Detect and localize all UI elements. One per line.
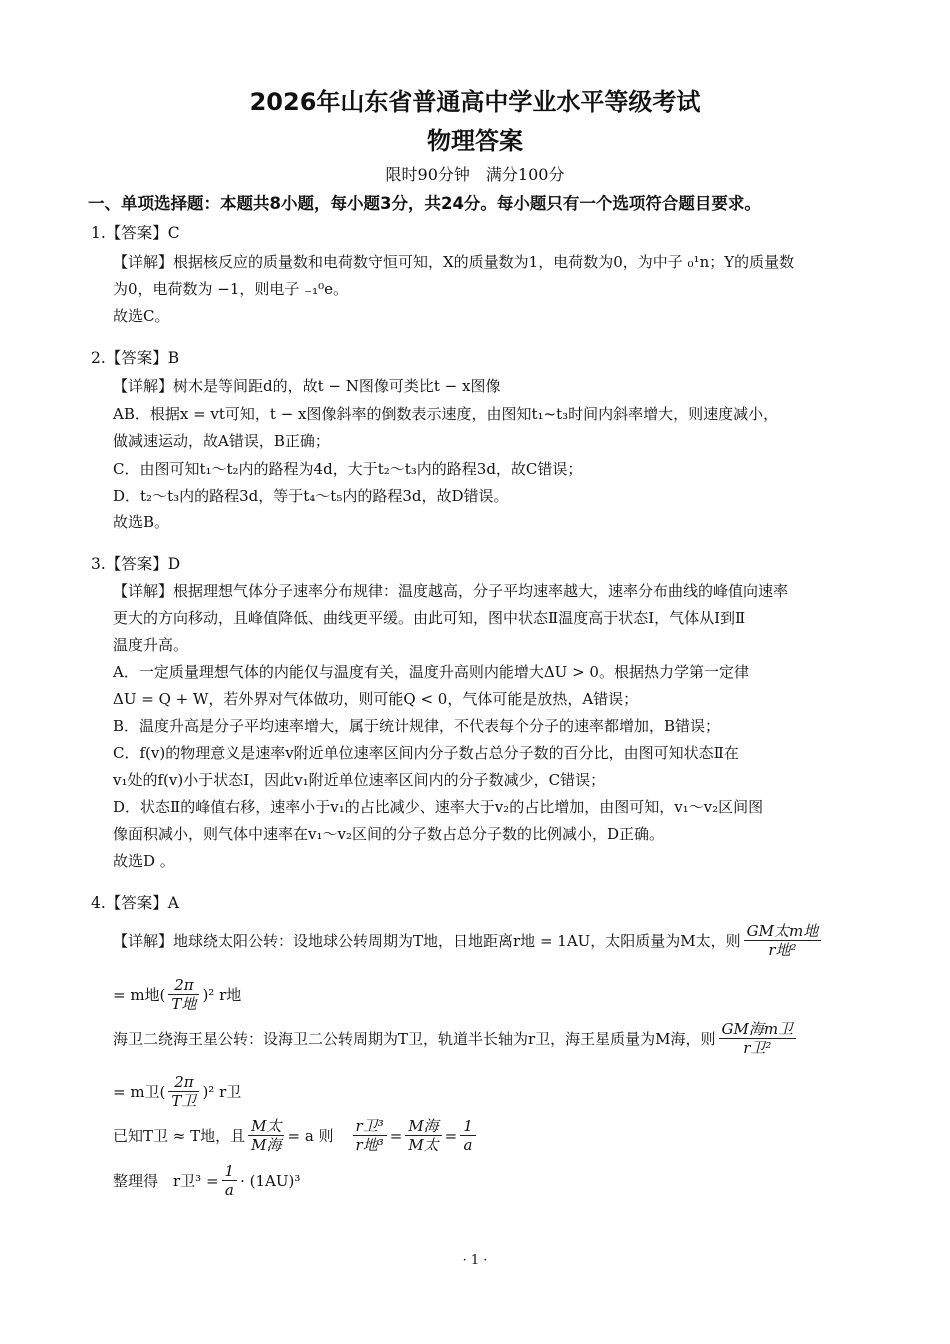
q2-detail-line: 【详解】树木是等间距d的，故t − N图像可类比t − x图像 (113, 377, 501, 395)
q4-equals: = (389, 1126, 403, 1145)
q1-detail-line: 【详解】根据核反应的质量数和电荷数守恒可知，X的质量数为1，电荷数为0，为中子 ₀¹n；Y的质量数 (113, 253, 795, 271)
q4-text: = m卫( (113, 1082, 166, 1101)
section-heading: 一、单项选择题：本题共8小题，每小题3分，共24分。每小题只有一个选项符合题目要求。 (88, 194, 761, 213)
fraction-denominator: a (463, 1136, 473, 1154)
q4-text: )² r地 (202, 985, 242, 1004)
q4-fraction (168, 1073, 199, 1110)
fraction-numerator: r卫³ (353, 1117, 387, 1136)
q4-fraction (744, 922, 822, 959)
q3-detail-line: D．状态Ⅱ的峰值右移，速率小于v₁的占比减少、速率大于v₂的占比增加，由图可知，v₁～v₂区间图 (113, 798, 764, 816)
q4-equals: = (444, 1126, 458, 1145)
q3-answer: 3.【答案】D (91, 555, 181, 573)
q4-equation-line (113, 1073, 241, 1110)
fraction-numerator: GM太m地 (744, 922, 822, 941)
fraction-numerator: 1 (460, 1117, 476, 1136)
q1-detail-line: 为0，电荷数为 −1，则电子 ₋₁⁰e。 (113, 280, 349, 298)
q2-detail-line: AB．根据x = vt可知，t − x图像斜率的倒数表示速度，由图知t₁~t₃时间内斜率增大，则速度减小， (113, 405, 779, 423)
q2-detail-line: D．t₂～t₃内的路程3d，等于t₄～t₅内的路程3d，故D错误。 (113, 487, 509, 505)
q3-detail-line: 像面积减小，则气体中速率在v₁～v₂区间的分子数占总分子数的比例减小，D正确。 (113, 825, 665, 843)
fraction-denominator: T卫 (171, 1092, 197, 1110)
fraction-numerator: M海 (405, 1117, 441, 1136)
fraction-numerator: GM海m卫 (719, 1020, 797, 1039)
q4-text: 整理得 r卫³ = (113, 1171, 219, 1190)
q4-text: )² r卫 (202, 1082, 242, 1101)
q4-text: 已知T卫 ≈ T地，且 (113, 1126, 246, 1145)
q2-detail-line: C．由图可知t₁～t₂内的路程为4d，大于t₂～t₃内的路程3d，故C错误； (113, 460, 583, 478)
q3-detail-line: 温度升高。 (113, 636, 189, 654)
q4-fraction (222, 1162, 238, 1199)
q3-detail-line: ΔU = Q + W，若外界对气体做功，则可能Q < 0，气体可能是放热，A错误； (113, 690, 639, 708)
fraction-denominator: r卫² (743, 1039, 772, 1057)
q4-fraction (460, 1117, 476, 1154)
q3-detail-line: B．温度升高是分子平均速率增大，属于统计规律，不代表每个分子的速率都增加，B错误； (113, 717, 721, 735)
fraction-denominator: T地 (171, 995, 197, 1013)
fraction-denominator: M海 (251, 1136, 282, 1154)
q3-detail-line: 【详解】根据理想气体分子速率分布规律：温度越高，分子平均速率越大，速率分布曲线的峰值向速率 (113, 582, 789, 600)
exam-subtitle: 物理答案 (427, 127, 523, 155)
q4-answer: 4.【答案】A (91, 894, 179, 912)
q2-detail-line: 做减速运动，故A错误，B正确； (113, 432, 330, 450)
fraction-numerator: M太 (248, 1117, 284, 1136)
q4-equation-line (113, 1162, 300, 1199)
q2-answer: 2.【答案】B (91, 349, 180, 367)
fraction-numerator: 2π (168, 976, 199, 995)
q4-text: · (1AU)³ (240, 1171, 301, 1190)
q4-equation-line (113, 1117, 479, 1154)
q4-text: = m地( (113, 985, 166, 1004)
q4-equation-line (113, 922, 824, 959)
q4-fraction (719, 1020, 797, 1057)
exam-title: 2026年山东省普通高中学业水平等级考试 (249, 88, 701, 116)
q4-equation-line (113, 976, 241, 1013)
q4-fraction (405, 1117, 441, 1154)
q4-fraction (168, 976, 199, 1013)
q2-conclusion: 故选B。 (113, 513, 170, 531)
q3-detail-line: C．f(v)的物理意义是速率v附近单位速率区间内分子数占总分子数的百分比，由图可知状态Ⅱ在 (113, 744, 739, 762)
q4-fraction (353, 1117, 387, 1154)
q4-equation-line (113, 1020, 799, 1057)
fraction-numerator: 1 (222, 1162, 238, 1181)
q3-detail-line: 更大的方向移动，且峰值降低、曲线更平缓。由此可知，图中状态Ⅱ温度高于状态Ⅰ，气体从Ⅰ到Ⅱ (113, 609, 746, 627)
fraction-numerator: 2π (168, 1073, 199, 1092)
fraction-denominator: r地³ (355, 1136, 384, 1154)
fraction-denominator: r地² (768, 941, 797, 959)
q4-text: 海卫二绕海王星公转：设海卫二公转周期为T卫，轨道半长轴为r卫，海王星质量为M海，则 (113, 1029, 716, 1048)
q3-detail-line: v₁处的f(v)小于状态Ⅰ，因此v₁附近单位速率区间内的分子数减少，C错误； (113, 771, 606, 789)
q1-answer: 1.【答案】C (91, 224, 180, 242)
fraction-denominator: a (224, 1181, 234, 1199)
q4-fraction (248, 1117, 284, 1154)
page-number: · 1 · (462, 1253, 488, 1268)
q3-detail-line: A．一定质量理想气体的内能仅与温度有关，温度升高则内能增大ΔU > 0。根据热力学第一定律 (113, 663, 749, 681)
q4-text: 【详解】地球绕太阳公转：设地球公转周期为T地，日地距离r地 = 1AU，太阳质量为M太，则 (113, 931, 741, 950)
q1-conclusion: 故选C。 (113, 307, 170, 325)
q3-conclusion: 故选D 。 (113, 852, 175, 870)
q4-text: = a 则 (287, 1126, 334, 1145)
exam-meta: 限时90分钟 满分100分 (385, 165, 565, 184)
fraction-denominator: M太 (408, 1136, 439, 1154)
